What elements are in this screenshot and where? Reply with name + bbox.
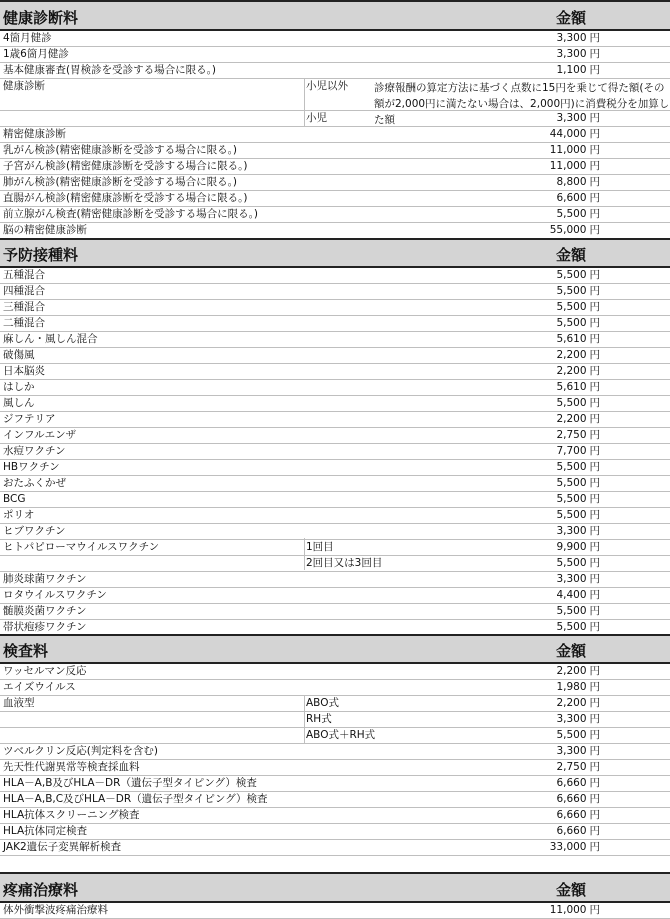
amount-number: 2,200 bbox=[556, 365, 587, 377]
table-row bbox=[0, 460, 670, 476]
amount-number: 5,500 bbox=[556, 605, 587, 617]
amount-value bbox=[556, 712, 600, 727]
amount-number: 5,500 bbox=[556, 285, 587, 297]
amount-value bbox=[556, 268, 600, 283]
amount-number: 3,300 bbox=[556, 573, 587, 585]
amount-value bbox=[556, 808, 600, 823]
table-row bbox=[0, 492, 670, 508]
amount-value bbox=[556, 460, 600, 475]
amount-number: 11,000 bbox=[549, 904, 587, 916]
amount-value bbox=[556, 824, 600, 839]
amount-value bbox=[550, 223, 600, 238]
amount-number: 6,660 bbox=[556, 825, 587, 837]
amount-number: 11,000 bbox=[549, 160, 587, 172]
amount-value bbox=[556, 207, 600, 222]
amount-number: 8,800 bbox=[556, 176, 587, 188]
amount-number: 2,200 bbox=[556, 697, 587, 709]
table-row bbox=[0, 175, 670, 191]
amount-number: 3,300 bbox=[556, 112, 587, 124]
table-row bbox=[0, 824, 670, 840]
item-name: 麻しん・風しん混合 bbox=[3, 333, 98, 345]
amount-number: 5,610 bbox=[556, 333, 587, 345]
item-name: 三種混合 bbox=[3, 301, 45, 313]
item-name: HLA－A,B,C及びHLA－DR（遺伝子型タイピング）検査 bbox=[3, 793, 268, 805]
item-name: 精密健康診断 bbox=[3, 128, 66, 140]
item-name: 直腸がん検診(精密健康診断を受診する場合に限る。) bbox=[3, 192, 248, 204]
amount-value bbox=[550, 840, 600, 855]
amount-header: 金額 bbox=[556, 246, 587, 264]
table-row bbox=[0, 808, 670, 824]
currency-unit: 円 bbox=[589, 112, 600, 124]
item-subtype: 1回目 bbox=[306, 541, 334, 553]
currency-unit: 円 bbox=[589, 144, 600, 156]
amount-value bbox=[550, 903, 600, 918]
table-row bbox=[0, 31, 670, 47]
table-row bbox=[0, 284, 670, 300]
currency-unit: 円 bbox=[589, 397, 600, 409]
item-name: 1歳6箇月健診 bbox=[3, 48, 69, 60]
amount-number: 6,660 bbox=[556, 809, 587, 821]
amount-number: 5,500 bbox=[556, 208, 587, 220]
amount-number: 33,000 bbox=[549, 841, 587, 853]
table-row bbox=[0, 47, 670, 63]
amount-value bbox=[556, 556, 600, 571]
amount-value bbox=[556, 508, 600, 523]
item-name: 体外衝撃波疼痛治療料 bbox=[3, 904, 108, 916]
amount-value bbox=[556, 428, 600, 443]
amount-number: 6,660 bbox=[556, 793, 587, 805]
table-row bbox=[0, 396, 670, 412]
amount-value bbox=[556, 348, 600, 363]
table-row bbox=[0, 380, 670, 396]
item-name: ツベルクリン反応(判定料を含む) bbox=[3, 745, 158, 757]
section-header bbox=[0, 238, 670, 268]
item-name: 四種混合 bbox=[3, 285, 45, 297]
item-name: 日本脳炎 bbox=[3, 365, 45, 377]
item-name: 肺がん検診(精密健康診断を受診する場合に限る。) bbox=[3, 176, 237, 188]
amount-number: 3,300 bbox=[556, 48, 587, 60]
currency-unit: 円 bbox=[589, 32, 600, 44]
currency-unit: 円 bbox=[589, 333, 600, 345]
item-name: HLA－A,B及びHLA－DR（遺伝子型タイピング）検査 bbox=[3, 777, 257, 789]
amount-value bbox=[556, 540, 600, 555]
section-header bbox=[0, 872, 670, 903]
currency-unit: 円 bbox=[589, 160, 600, 172]
currency-unit: 円 bbox=[589, 729, 600, 741]
currency-unit: 円 bbox=[589, 461, 600, 473]
table-row bbox=[0, 444, 670, 460]
amount-value bbox=[556, 332, 600, 347]
section-title: 健康診断料 bbox=[3, 8, 79, 27]
item-name: BCG bbox=[3, 493, 26, 505]
currency-unit: 円 bbox=[589, 713, 600, 725]
item-name: 破傷風 bbox=[3, 349, 35, 361]
section-header bbox=[0, 634, 670, 664]
amount-value bbox=[556, 620, 600, 635]
amount-header: 金額 bbox=[556, 8, 587, 27]
column-divider bbox=[304, 696, 305, 744]
table-row bbox=[0, 840, 670, 856]
amount-value bbox=[556, 696, 600, 711]
amount-value bbox=[556, 412, 600, 427]
item-name: インフルエンザ bbox=[3, 429, 77, 441]
currency-unit: 円 bbox=[589, 841, 600, 853]
item-name: 水痘ワクチン bbox=[3, 445, 66, 457]
currency-unit: 円 bbox=[589, 445, 600, 457]
amount-value bbox=[556, 31, 600, 46]
currency-unit: 円 bbox=[589, 128, 600, 140]
column-divider bbox=[304, 79, 305, 127]
amount-number: 5,500 bbox=[556, 621, 587, 633]
amount-value bbox=[556, 792, 600, 807]
amount-value bbox=[556, 396, 600, 411]
currency-unit: 円 bbox=[589, 349, 600, 361]
amount-value bbox=[556, 47, 600, 62]
table-row bbox=[0, 143, 670, 159]
item-name: HBワクチン bbox=[3, 461, 60, 473]
item-name: 肺炎球菌ワクチン bbox=[3, 573, 87, 585]
currency-unit: 円 bbox=[589, 477, 600, 489]
item-name: 乳がん検診(精密健康診断を受診する場合に限る。) bbox=[3, 144, 237, 156]
amount-value bbox=[556, 476, 600, 491]
amount-number: 55,000 bbox=[549, 224, 587, 236]
table-row bbox=[0, 664, 670, 680]
table-row bbox=[0, 712, 670, 728]
item-name: 帯状疱疹ワクチン bbox=[3, 621, 87, 633]
currency-unit: 円 bbox=[589, 176, 600, 188]
currency-unit: 円 bbox=[589, 777, 600, 789]
table-row bbox=[0, 728, 670, 744]
currency-unit: 円 bbox=[589, 809, 600, 821]
currency-unit: 円 bbox=[589, 413, 600, 425]
amount-number: 6,600 bbox=[556, 192, 587, 204]
item-subtype: ABO式＋RH式 bbox=[306, 729, 376, 741]
amount-value bbox=[556, 588, 600, 603]
item-name: HLA抗体スクリーニング検査 bbox=[3, 809, 140, 821]
column-divider bbox=[304, 538, 305, 570]
currency-unit: 円 bbox=[589, 589, 600, 601]
table-row bbox=[0, 332, 670, 348]
section-header bbox=[0, 0, 670, 31]
table-row bbox=[0, 744, 670, 760]
currency-unit: 円 bbox=[589, 192, 600, 204]
amount-header: 金額 bbox=[556, 642, 587, 660]
amount-number: 7,700 bbox=[556, 445, 587, 457]
table-row bbox=[0, 588, 670, 604]
amount-value bbox=[556, 63, 600, 78]
currency-unit: 円 bbox=[589, 904, 600, 916]
section-title: 検査料 bbox=[3, 642, 49, 660]
item-subtype: RH式 bbox=[306, 713, 332, 725]
amount-value bbox=[556, 175, 600, 190]
table-row bbox=[0, 696, 670, 712]
amount-number: 5,500 bbox=[556, 397, 587, 409]
item-name: ワッセルマン反応 bbox=[3, 665, 87, 677]
amount-number: 5,500 bbox=[556, 509, 587, 521]
amount-value bbox=[556, 524, 600, 539]
item-name: 二種混合 bbox=[3, 317, 45, 329]
amount-number: 1,100 bbox=[556, 64, 587, 76]
currency-unit: 円 bbox=[589, 493, 600, 505]
amount-value bbox=[556, 444, 600, 459]
table-row bbox=[0, 268, 670, 284]
amount-value bbox=[550, 127, 600, 142]
amount-number: 11,000 bbox=[549, 144, 587, 156]
amount-number: 4,400 bbox=[556, 589, 587, 601]
currency-unit: 円 bbox=[589, 381, 600, 393]
item-subtype: 小児 bbox=[306, 112, 327, 124]
item-name: ジフテリア bbox=[3, 413, 56, 425]
currency-unit: 円 bbox=[589, 525, 600, 537]
amount-number: 2,750 bbox=[556, 761, 587, 773]
item-name: 五種混合 bbox=[3, 269, 45, 281]
table-row bbox=[0, 159, 670, 175]
item-name: ヒトパピローマウイルスワクチン bbox=[3, 541, 160, 553]
table-row bbox=[0, 207, 670, 223]
item-name: ヒブワクチン bbox=[3, 525, 66, 537]
amount-number: 5,500 bbox=[556, 269, 587, 281]
table-row bbox=[0, 364, 670, 380]
table-row bbox=[0, 428, 670, 444]
amount-number: 2,200 bbox=[556, 413, 587, 425]
amount-number: 1,980 bbox=[556, 681, 587, 693]
amount-value bbox=[556, 728, 600, 743]
currency-unit: 円 bbox=[589, 208, 600, 220]
table-row bbox=[0, 524, 670, 540]
item-name: おたふくかぜ bbox=[3, 477, 66, 489]
table-row bbox=[0, 316, 670, 332]
amount-header: 金額 bbox=[556, 880, 587, 899]
section-title: 予防接種料 bbox=[3, 246, 79, 264]
table-row bbox=[0, 508, 670, 524]
item-name: 髄膜炎菌ワクチン bbox=[3, 605, 87, 617]
table-row bbox=[0, 348, 670, 364]
amount-value bbox=[556, 284, 600, 299]
item-name: JAK2遺伝子変異解析検査 bbox=[3, 841, 122, 853]
table-row bbox=[0, 556, 670, 572]
amount-value bbox=[556, 664, 600, 679]
currency-unit: 円 bbox=[589, 541, 600, 553]
item-name: ロタウイルスワクチン bbox=[3, 589, 107, 601]
item-name: 先天性代謝異常等検査採血料 bbox=[3, 761, 140, 773]
amount-value bbox=[556, 680, 600, 695]
currency-unit: 円 bbox=[589, 429, 600, 441]
currency-unit: 円 bbox=[589, 793, 600, 805]
currency-unit: 円 bbox=[589, 605, 600, 617]
currency-unit: 円 bbox=[589, 48, 600, 60]
amount-number: 5,500 bbox=[556, 477, 587, 489]
table-row bbox=[0, 300, 670, 316]
item-name: エイズウイルス bbox=[3, 681, 76, 693]
amount-value bbox=[556, 744, 600, 759]
table-row bbox=[0, 903, 670, 919]
amount-number: 5,500 bbox=[556, 557, 587, 569]
amount-number: 5,610 bbox=[556, 381, 587, 393]
item-name: 基本健康審査(胃検診を受診する場合に限る。) bbox=[3, 64, 216, 76]
currency-unit: 円 bbox=[589, 621, 600, 633]
table-row bbox=[0, 63, 670, 79]
fee-calculation-note: 診療報酬の算定方法に基づく点数に15円を乗じて得た額(その額が2,000円に満たない場合は、2,000円)に消費税分を加算した額 bbox=[374, 82, 670, 126]
item-name: ポリオ bbox=[3, 509, 35, 521]
currency-unit: 円 bbox=[589, 64, 600, 76]
item-name: 4箇月健診 bbox=[3, 32, 52, 44]
table-row bbox=[0, 760, 670, 776]
section-title: 疼痛治療料 bbox=[3, 880, 79, 899]
amount-value bbox=[556, 776, 600, 791]
amount-number: 5,500 bbox=[556, 301, 587, 313]
item-name: 風しん bbox=[3, 397, 35, 409]
amount-number: 2,200 bbox=[556, 665, 587, 677]
currency-unit: 円 bbox=[589, 745, 600, 757]
currency-unit: 円 bbox=[589, 509, 600, 521]
currency-unit: 円 bbox=[589, 665, 600, 677]
amount-number: 2,200 bbox=[556, 349, 587, 361]
table-row bbox=[0, 776, 670, 792]
amount-value bbox=[556, 364, 600, 379]
amount-number: 5,500 bbox=[556, 317, 587, 329]
amount-number: 5,500 bbox=[556, 493, 587, 505]
amount-number: 2,750 bbox=[556, 429, 587, 441]
table-row bbox=[0, 223, 670, 239]
amount-value bbox=[556, 572, 600, 587]
currency-unit: 円 bbox=[589, 317, 600, 329]
currency-unit: 円 bbox=[589, 301, 600, 313]
currency-unit: 円 bbox=[589, 224, 600, 236]
amount-number: 3,300 bbox=[556, 32, 587, 44]
table-row bbox=[0, 127, 670, 143]
amount-value bbox=[556, 191, 600, 206]
item-subtype: 2回目又は3回目 bbox=[306, 557, 383, 569]
currency-unit: 円 bbox=[589, 573, 600, 585]
item-subtype: 小児以外 bbox=[306, 80, 348, 92]
currency-unit: 円 bbox=[589, 557, 600, 569]
currency-unit: 円 bbox=[589, 365, 600, 377]
table-row bbox=[0, 476, 670, 492]
currency-unit: 円 bbox=[589, 681, 600, 693]
item-name: HLA抗体同定検査 bbox=[3, 825, 88, 837]
amount-value bbox=[550, 143, 600, 158]
amount-number: 9,900 bbox=[556, 541, 587, 553]
currency-unit: 円 bbox=[589, 761, 600, 773]
currency-unit: 円 bbox=[589, 269, 600, 281]
amount-value bbox=[556, 316, 600, 331]
table-row bbox=[0, 792, 670, 808]
amount-number: 3,300 bbox=[556, 525, 587, 537]
item-name: 前立腺がん検査(精密健康診断を受診する場合に限る。) bbox=[3, 208, 258, 220]
currency-unit: 円 bbox=[589, 825, 600, 837]
table-row bbox=[0, 412, 670, 428]
amount-value bbox=[556, 604, 600, 619]
item-name: 脳の精密健康診断 bbox=[3, 224, 87, 236]
amount-value bbox=[556, 380, 600, 395]
amount-number: 3,300 bbox=[556, 713, 587, 725]
amount-number: 5,500 bbox=[556, 729, 587, 741]
amount-number: 6,660 bbox=[556, 777, 587, 789]
amount-value bbox=[556, 492, 600, 507]
item-subtype: ABO式 bbox=[306, 697, 339, 709]
table-row bbox=[0, 191, 670, 207]
amount-number: 3,300 bbox=[556, 745, 587, 757]
table-row bbox=[0, 540, 670, 556]
table-row bbox=[0, 680, 670, 696]
item-name: 子宮がん検診(精密健康診断を受診する場合に限る。) bbox=[3, 160, 248, 172]
currency-unit: 円 bbox=[589, 285, 600, 297]
item-name: 健康診断 bbox=[3, 80, 45, 92]
amount-number: 5,500 bbox=[556, 461, 587, 473]
item-name: 血液型 bbox=[3, 697, 35, 709]
amount-value bbox=[556, 760, 600, 775]
table-row bbox=[0, 604, 670, 620]
amount-value bbox=[550, 159, 600, 174]
amount-number: 44,000 bbox=[549, 128, 587, 140]
currency-unit: 円 bbox=[589, 697, 600, 709]
item-name: はしか bbox=[3, 381, 35, 393]
amount-value bbox=[556, 300, 600, 315]
table-row bbox=[0, 572, 670, 588]
